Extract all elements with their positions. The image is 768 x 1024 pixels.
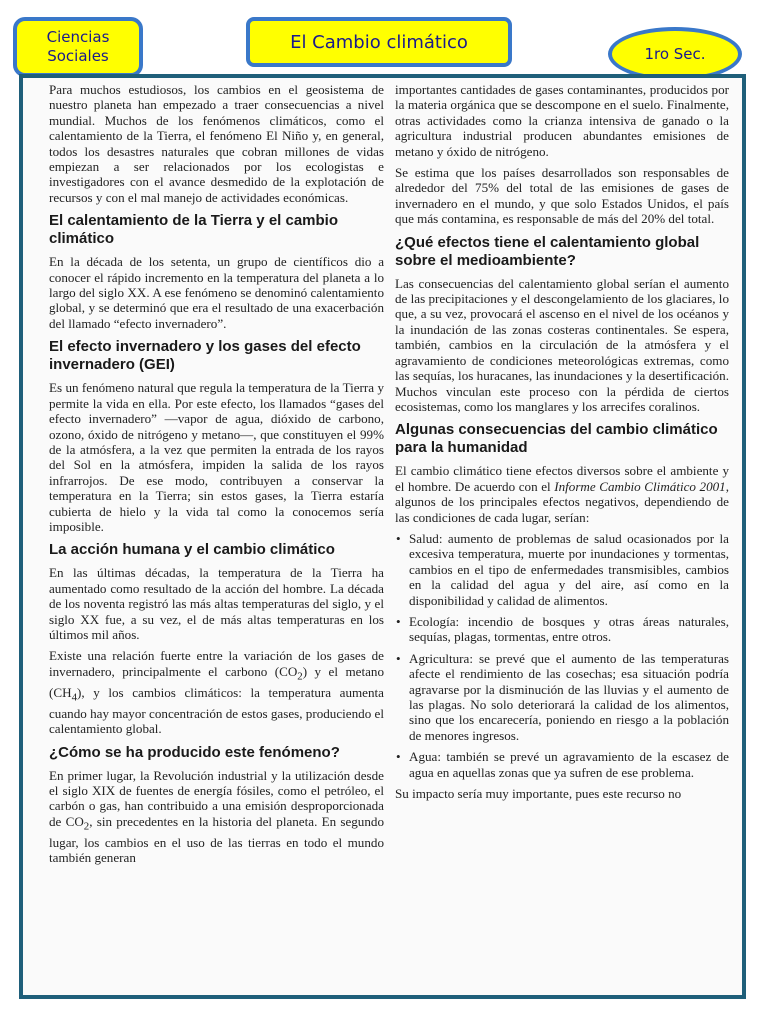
section-heading-accion-humana: La acción humana y el cambio climático — [49, 541, 335, 559]
paragraph-accion-humana: En las últimas décadas, la temperatura de la Tierra ha aumentado como resultado de la acción del hombre. La década de los noventa registró las más altas temperaturas del siglo, y el siglo XX fue, a su vez, el de más altas temperaturas en los últimos mil años. — [49, 565, 384, 642]
right-column — [395, 82, 729, 807]
subject-label — [13, 17, 143, 77]
paragraph-gases-relacion: Existe una relación fuerte entre la variación de los gases de invernadero, principalmente el carbono $(CO_2)$ y el metano $(CH_4)$, y los cambios climáticos: la temperatura aumenta cuando hay mayor concentración de estos gases, produciendo el calentamiento global. — [49, 648, 384, 737]
grade-badge: 1ro Sec. — [608, 27, 742, 81]
paragraph-como-producido: En primer lugar, la Revolución industrial y la utilización desde el siglo XIX de fuentes de energía fósiles, como el petróleo, el carbón o gas, han contribuido a una emisión desproporcionada de $CO_2$, sin precedentes en la historia del planeta. En segundo lugar, los cambios en el uso de las tierras en todo el mundo también generan — [49, 767, 384, 866]
paragraph-consecuencias-intro: El cambio climático tiene efectos diversos sobre el ambiente y el hombre. De acuerdo con el Informe Cambio Climático 2001, algunos de los principales efectos negativos, dependiendo de las condiciones de cada lugar, serían: — [395, 463, 729, 525]
list-item-salud: • Salud: aumento de problemas de salud ocasionados por la excesiva temperatura, muerte por inundaciones y tormentas, cambios en el tipo de enfermedades transmisibles, cambios en la calidad del agua y del aire, así como en la disponibilidad y calidad de alimentos. — [395, 531, 729, 608]
section-heading-efecto-invernadero: El efecto invernadero y los gases del efecto invernadero (GEI) — [49, 338, 361, 374]
paragraph-efecto-invernadero: Es un fenómeno natural que regula la temperatura de la Tierra y permite la vida en ella. Por este efecto, los llamados “gases del efecto invernadero” —vapor de agua, dióxido de carbono, ozono, óxido de nitrógeno y metano—, que constituyen el 99% de la atmósfera, a la vez que permiten la entrada de los rayos del Sol en la atmósfera, impiden la salida de los rayos infrarrojos. De ese modo, contribuyen a conservar la temperatura en la Tierra; sin estos gases, la Tierra estaría cubierta de hielo y la vida tal como la conocemos sería imposible. — [49, 380, 384, 534]
subject-label-line2: Sociales — [47, 47, 109, 65]
section-heading-calentamiento: El calentamiento de la Tierra y el cambio climático — [49, 212, 339, 248]
list-item-agricultura: • Agricultura: se prevé que el aumento de las temperaturas afecte el rendimiento de las cosechas; esa situación podría agravarse por la disminución de las lluvias y el aumento de las plagas. No solo deteriorará la calidad de los alimentos, sino que los encarecería, poniendo en riesgo a la población de menores ingresos. — [395, 651, 729, 743]
page-title: El Cambio climático — [246, 17, 512, 67]
paragraph-efectos-medioambiente: Las consecuencias del calentamiento global serían el aumento de las precipitaciones y el descongelamiento de los glaciares, lo que, a su vez, provocará el ascenso en el nivel de los océanos y la inundación de las zonas costeras continentales. Se espera, también, cambios en la circulación de la atmósfera y el agravamiento de condiciones meteorológicas extremas, como las sequías, los huracanes, las inundaciones y la desertificación. Muchos vinculan este proceso con la pérdida de ciertos ecosistemas, como los manglares y los arrecifes coralinos. — [395, 275, 729, 414]
paragraph-continuation: importantes cantidades de gases contaminantes, producidos por la materia orgánica que se descompone en el suelo. Finalmente, otras actividades como la crianza intensiva de ganado o la agricultura industrial producen abundantes emisiones de metano y óxido de nitrógeno. — [395, 82, 729, 159]
paragraph-impacto: Su impacto sería muy importante, pues este recurso no — [395, 786, 682, 802]
section-heading-como-producido: ¿Cómo se ha producido este fenómeno? — [49, 743, 340, 761]
list-item-agua: • Agua: también se prevé un agravamiento de la escasez de agua en aquellas zonas que ya sufren de ese problema. — [395, 749, 729, 780]
paragraph-emisiones-paises: Se estima que los países desarrollados son responsables de alrededor del 75% del total de las emisiones de gases de invernadero en el mundo, y que solo Estados Unidos, el país que más contamina, es responsable de más del 20% del total. — [395, 165, 729, 227]
section-heading-efectos-medioambiente: ¿Qué efectos tiene el calentamiento global sobre el medioambiente? — [395, 233, 700, 269]
intro-paragraph: Para muchos estudiosos, los cambios en el geosistema de nuestro planeta han empezado a traer consecuencias a nivel mundial. Muchos de los fenómenos climáticos, como el calentamiento de la Tierra, el fenómeno El Niño y, en general, todos los desastres naturales que cobran millones de vidas empiezan a ser relacionados por los ecologistas e investigadores con el avance desmedido de la explotación de recursos y con el mal manejo de actividades económicas. — [49, 82, 384, 205]
consequences-list — [395, 531, 729, 780]
section-heading-consecuencias-humanidad: Algunas consecuencias del cambio climático para la humanidad — [395, 421, 718, 457]
paragraph-calentamiento: En la década de los setenta, un grupo de científicos dio a conocer el rápido incremento en la temperatura del planeta a lo largo del siglo XX. A ese fenómeno se denominó calentamiento global, y se determinó que era el resultado de una exacerbación del llamado “efecto invernadero”. — [49, 254, 384, 331]
subject-label-line1: Ciencias — [46, 28, 110, 46]
list-item-ecologia: • Ecología: incendio de bosques y otras áreas naturales, sequías, plagas, tormentas, entre otros. — [395, 614, 729, 645]
text-page — [19, 74, 746, 999]
left-column — [49, 82, 384, 872]
